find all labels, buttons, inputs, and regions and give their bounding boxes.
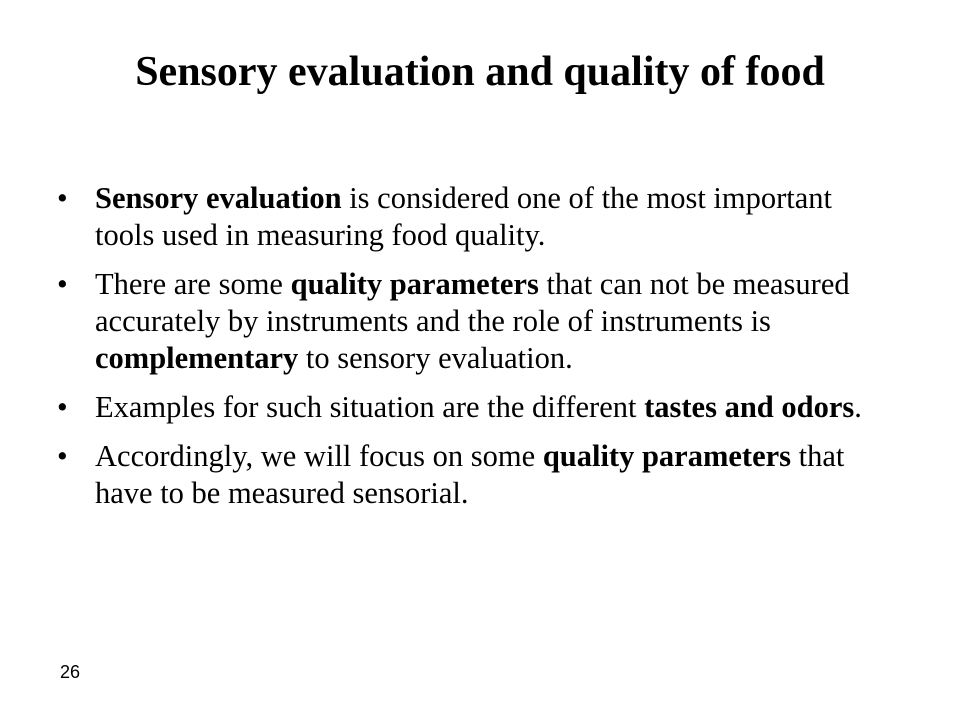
bullet-text-bold: Sensory evaluation (95, 181, 342, 215)
bullet-text: is considered one of the most important tools used in measuring food quality. (95, 181, 833, 252)
bullet-text-bold: quality parameters (290, 267, 539, 301)
bullet-list (54, 180, 874, 524)
bullet-text-bold: tastes and odors (644, 390, 855, 424)
bullet-item-4 (54, 438, 874, 512)
bullet-marker: • (57, 439, 68, 473)
bullet-marker: • (57, 267, 68, 301)
bullet-marker: • (57, 390, 68, 424)
bullet-text-bold: quality parameters (542, 439, 792, 473)
bullet-item-2 (54, 266, 874, 377)
bullet-text: Examples for such situation are the different (95, 390, 645, 424)
slide-title: Sensory evaluation and quality of food (135, 49, 825, 95)
bullet-text: that can not be measured accurately by instruments and the role of instruments is (95, 267, 850, 338)
bullet-text: that have to be measured sensorial. (95, 439, 845, 510)
bullet-text: There are some (95, 267, 291, 301)
bullet-text: Accordingly, we will focus on some (95, 439, 543, 473)
bullet-item-3 (54, 389, 874, 426)
bullet-marker: • (57, 181, 68, 215)
bullet-text-bold: complementary (95, 341, 299, 375)
bullet-text: . (854, 390, 862, 424)
page-number: 26 (60, 662, 81, 682)
bullet-text: to sensory evaluation. (298, 341, 573, 375)
bullet-item-1 (54, 180, 874, 254)
